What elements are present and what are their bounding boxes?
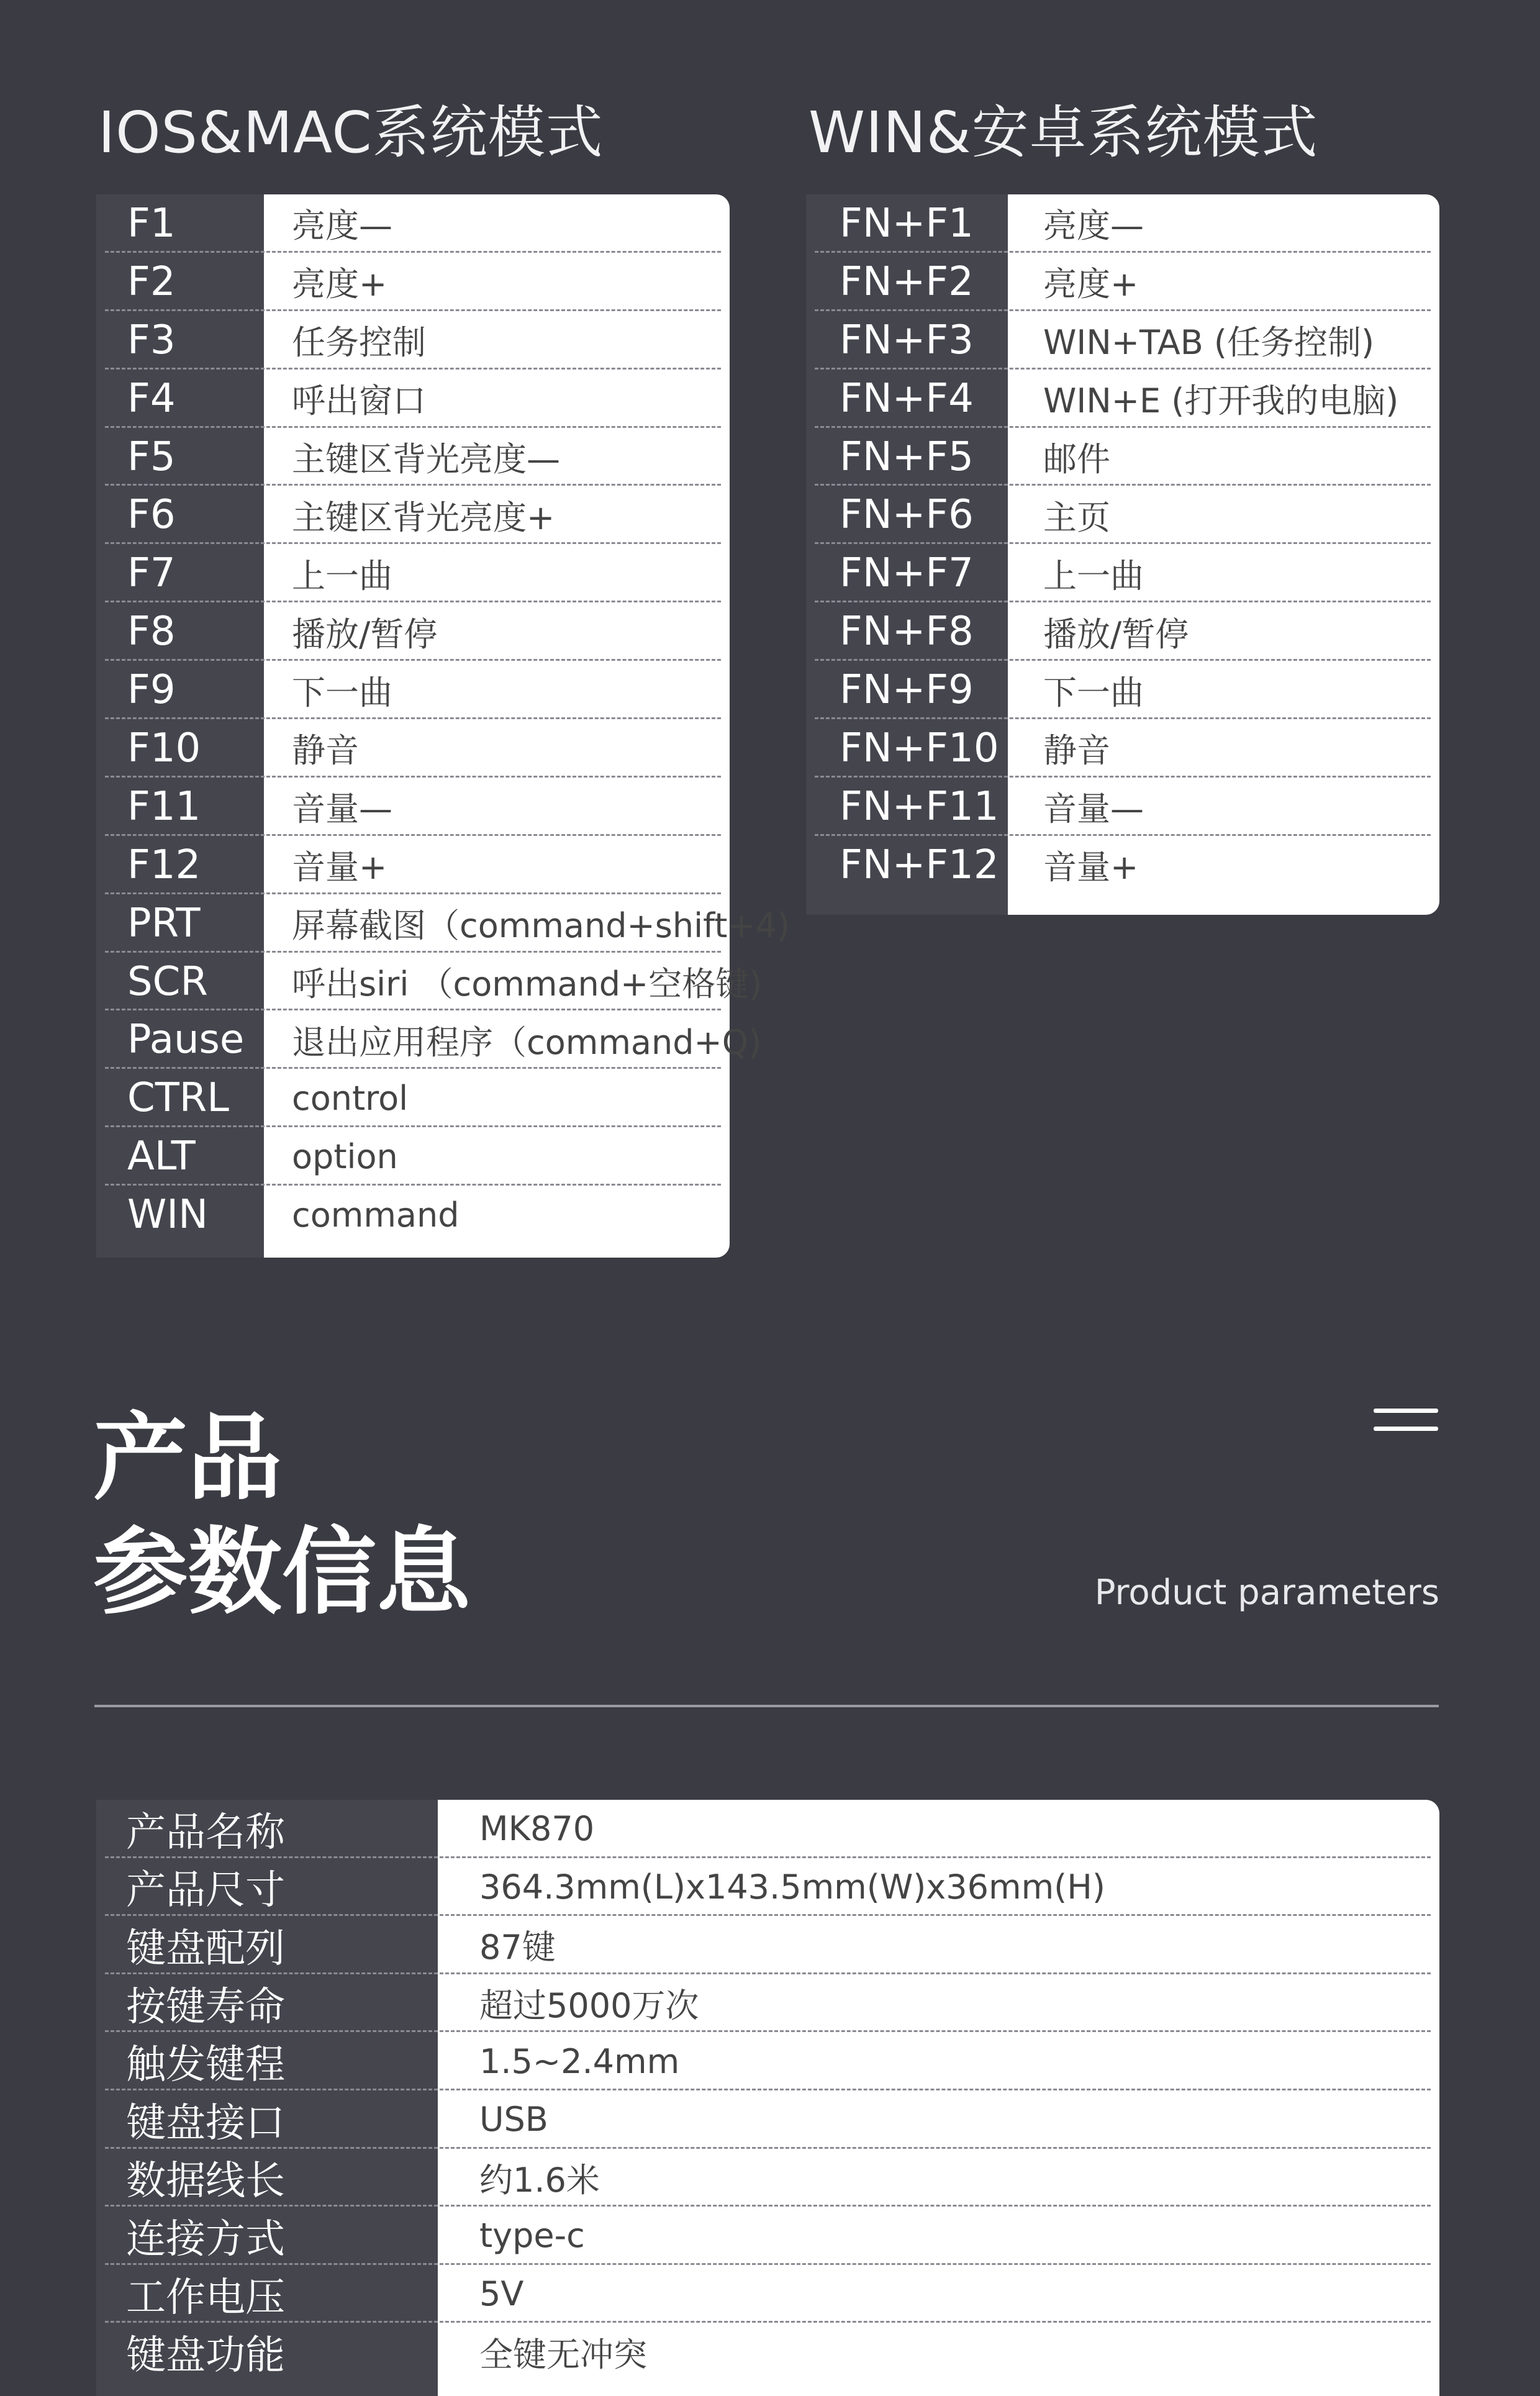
ios-key: F11 [127, 783, 201, 830]
ios-value: 主键区背光亮度+ [292, 497, 555, 537]
win-rows [806, 194, 1439, 915]
ios-row [96, 1069, 730, 1127]
ios-key: SCR [127, 958, 208, 1005]
ios-value: 亮度+ [292, 265, 387, 304]
param-value: type-c [479, 2216, 585, 2256]
param-row [96, 2032, 1439, 2090]
win-value: 主页 [1043, 497, 1110, 537]
ios-key: ALT [127, 1133, 196, 1180]
ios-row [96, 311, 730, 370]
params-table [96, 1800, 1439, 2396]
ios-row [96, 836, 730, 894]
ios-key: F12 [127, 842, 201, 888]
ios-key: PRT [127, 900, 201, 946]
ios-value: option [292, 1137, 398, 1176]
ios-key: F7 [127, 550, 176, 597]
ios-row [96, 1186, 730, 1244]
param-key: 键盘功能 [126, 2333, 285, 2379]
params-rows [96, 1800, 1439, 2396]
win-key: FN+F3 [840, 317, 974, 363]
ios-value: 下一曲 [292, 673, 392, 712]
param-value: 约1.6米 [479, 2160, 600, 2200]
ios-section-title: IOS&MAC系统模式 [98, 99, 604, 166]
ios-row [96, 894, 790, 953]
ios-row [96, 602, 730, 661]
params-subtitle: Product parameters [1094, 1572, 1439, 1613]
win-row [806, 778, 1439, 836]
param-value: USB [479, 2100, 548, 2140]
param-row [96, 2090, 1439, 2149]
win-row [806, 661, 1439, 719]
win-row [806, 544, 1439, 602]
param-key: 键盘配列 [126, 1925, 285, 1972]
win-row [806, 311, 1439, 370]
win-row [806, 370, 1439, 428]
param-key: 数据线长 [126, 2158, 285, 2205]
ios-value: 音量— [292, 789, 392, 829]
ios-value: 退出应用程序（command+Q) [292, 1022, 762, 1062]
ios-key: F10 [127, 725, 201, 771]
ios-key: F1 [127, 200, 176, 247]
ios-key-table [96, 194, 790, 1258]
ios-row [96, 778, 730, 836]
ios-value: control [292, 1078, 409, 1118]
win-value: 音量— [1043, 789, 1144, 829]
ios-row [96, 544, 730, 602]
ios-value: 音量+ [292, 848, 387, 887]
ios-value: 亮度— [292, 206, 392, 246]
win-value: 上一曲 [1043, 556, 1144, 596]
win-key: FN+F11 [840, 783, 999, 830]
win-key: FN+F1 [840, 200, 974, 247]
param-value: 5V [479, 2274, 524, 2314]
win-row [806, 194, 1439, 253]
win-row [806, 602, 1439, 661]
ios-key: F4 [127, 375, 176, 422]
win-row [806, 719, 1439, 778]
win-key: FN+F5 [840, 433, 974, 480]
ios-value: 主键区背光亮度— [292, 440, 560, 479]
ios-key: F5 [127, 433, 176, 480]
win-value: 亮度— [1043, 206, 1144, 246]
ios-value: 屏幕截图（command+shift+4) [292, 906, 790, 946]
win-key-table [806, 194, 1439, 915]
ios-rows [96, 194, 790, 1258]
ios-row [96, 719, 730, 778]
params-title-line2: 参数信息 [93, 1517, 471, 1627]
ios-key: Pause [127, 1017, 245, 1063]
menu-icon[interactable] [1374, 1409, 1438, 1432]
param-row [96, 1974, 1439, 2033]
win-value: 音量+ [1043, 848, 1139, 887]
ios-value: 上一曲 [292, 556, 392, 596]
win-value: 下一曲 [1043, 673, 1144, 712]
param-key: 按键寿命 [126, 1984, 285, 2030]
param-key: 触发键程 [126, 2042, 285, 2089]
ios-row [96, 661, 730, 719]
param-value: 超过5000万次 [479, 1986, 699, 2026]
win-key: FN+F2 [840, 258, 974, 305]
ios-key: WIN [127, 1192, 209, 1238]
ios-row [96, 953, 763, 1011]
param-value: MK870 [479, 1809, 595, 1849]
params-title-line1: 产品 [93, 1403, 282, 1513]
ios-value: 静音 [292, 731, 359, 771]
win-value: WIN+TAB (任务控制) [1043, 323, 1375, 363]
win-key: FN+F10 [840, 725, 999, 771]
param-row [96, 2265, 1439, 2323]
param-key: 产品名称 [126, 1809, 285, 1856]
win-value: 亮度+ [1043, 265, 1139, 304]
param-key: 产品尺寸 [126, 1867, 285, 1914]
ios-value: 呼出窗口 [292, 381, 426, 421]
param-row [96, 1858, 1439, 1917]
param-row [96, 2149, 1439, 2207]
ios-key: F6 [127, 492, 176, 538]
win-row [806, 428, 1439, 486]
win-value: 邮件 [1043, 440, 1110, 479]
param-row [96, 2323, 1439, 2381]
win-row [806, 253, 1439, 311]
param-value: 87键 [479, 1928, 556, 1967]
win-key: FN+F8 [840, 609, 974, 655]
ios-key: F3 [127, 317, 176, 363]
ios-row [96, 194, 730, 253]
ios-row [96, 428, 730, 486]
win-row [806, 836, 1439, 894]
param-row [96, 2207, 1439, 2265]
param-key: 工作电压 [126, 2274, 285, 2321]
ios-key: CTRL [127, 1075, 229, 1122]
win-value: 播放/暂停 [1043, 614, 1189, 654]
win-key: FN+F7 [840, 550, 974, 597]
win-section-title: WIN&安卓系统模式 [808, 99, 1318, 166]
param-key: 键盘接口 [126, 2100, 285, 2146]
ios-key: F8 [127, 609, 176, 655]
ios-row [96, 253, 730, 311]
ios-value: command [292, 1195, 460, 1235]
win-key: FN+F12 [840, 842, 999, 888]
section-divider [94, 1705, 1439, 1707]
ios-value: 任务控制 [292, 323, 426, 363]
win-value: 静音 [1043, 731, 1110, 771]
param-row [96, 1800, 1439, 1858]
ios-key: F2 [127, 258, 176, 305]
ios-key: F9 [127, 667, 176, 714]
win-row [806, 486, 1439, 544]
param-key: 连接方式 [126, 2216, 285, 2262]
win-key: FN+F6 [840, 492, 974, 538]
param-value: 364.3mm(L)x143.5mm(W)x36mm(H) [479, 1867, 1105, 1907]
ios-row [96, 1010, 762, 1069]
param-row [96, 1916, 1439, 1974]
ios-row [96, 486, 730, 544]
ios-row [96, 1127, 730, 1186]
win-key: FN+F9 [840, 667, 974, 714]
win-key: FN+F4 [840, 375, 974, 422]
win-value: WIN+E (打开我的电脑) [1043, 381, 1399, 421]
param-value: 全键无冲突 [479, 2335, 647, 2374]
param-value: 1.5~2.4mm [479, 2041, 680, 2081]
ios-value: 播放/暂停 [292, 614, 438, 654]
ios-value: 呼出siri （command+空格键) [292, 964, 763, 1004]
ios-row [96, 370, 730, 428]
